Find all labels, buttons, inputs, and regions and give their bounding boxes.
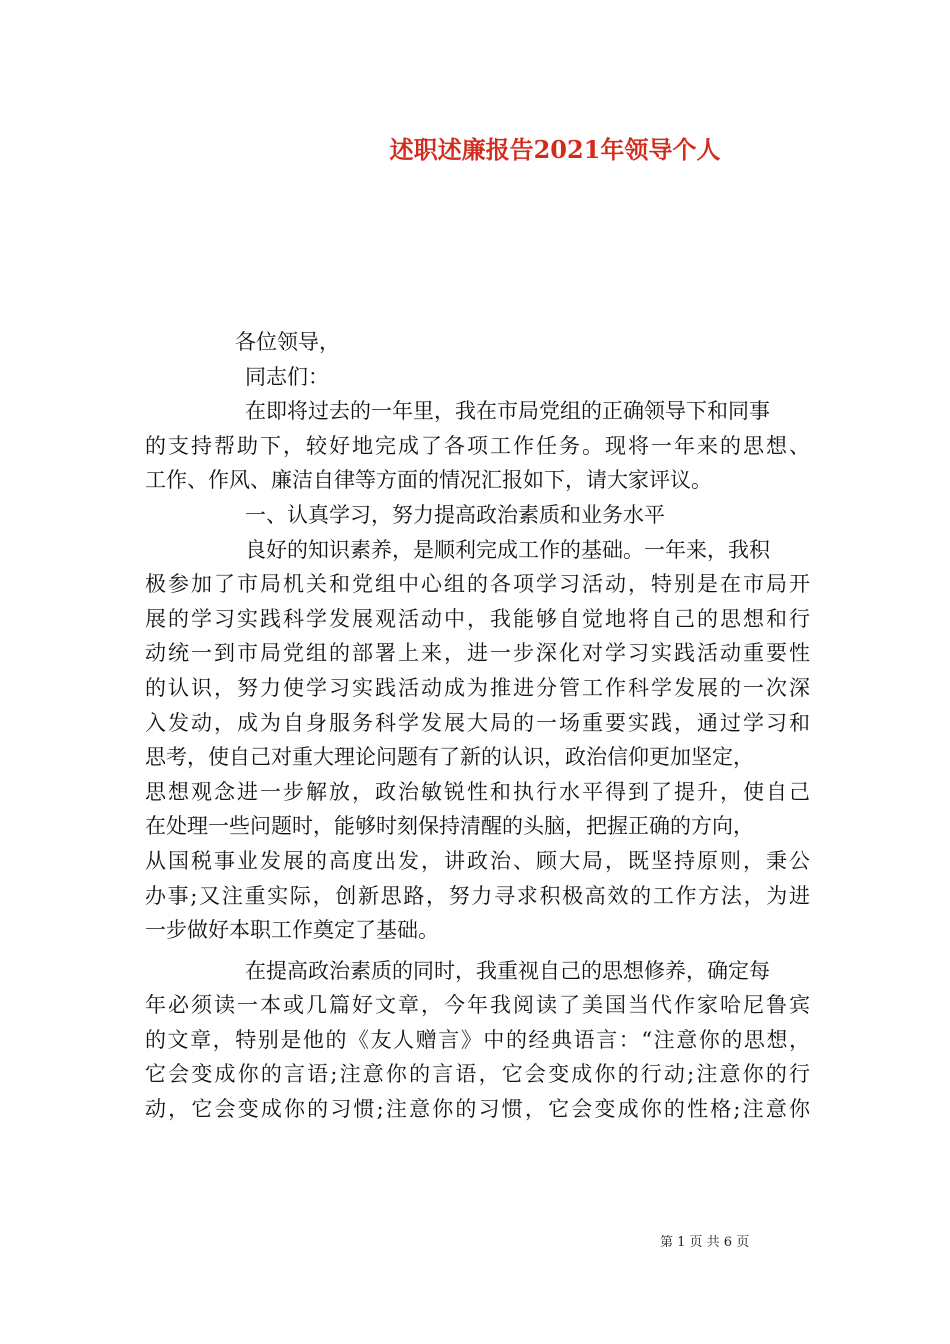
paragraph-line: 年必须读一本或几篇好文章，今年我阅读了美国当代作家哈尼鲁宾 bbox=[145, 993, 810, 1018]
intro-paragraph bbox=[145, 394, 810, 498]
paragraph-line: 工作、作风、廉洁自律等方面的情况汇报如下，请大家评议。 bbox=[145, 468, 712, 493]
paragraph-line: 从国税事业发展的高度出发，讲政治、顾大局，既坚持原则，秉公 bbox=[145, 848, 810, 873]
page-number: 第 1 页 共 6 页 bbox=[660, 1235, 750, 1250]
paragraph-line: 在提高政治素质的同时，我重视自己的思想修养，确定每 bbox=[245, 958, 770, 983]
greeting-comrades: 同志们： bbox=[245, 364, 329, 389]
paragraph-line: 的文章，特别是他的《友人赠言》中的经典语言：“注意你的思想， bbox=[145, 1027, 810, 1052]
document-title: 述职述廉报告2021年领导个人 bbox=[389, 135, 721, 164]
paragraph-line: 动统一到市局党组的部署上来，进一步深化对学习实践活动重要性 bbox=[145, 641, 810, 666]
section1-paragraph-1 bbox=[145, 533, 810, 948]
paragraph-line: 思想观念进一步解放，政治敏锐性和执行水平得到了提升，使自己 bbox=[145, 779, 810, 804]
paragraph-line: 的认识，努力使学习实践活动成为推进分管工作科学发展的一次深 bbox=[145, 675, 810, 700]
paragraph-line: 一步做好本职工作奠定了基础。 bbox=[145, 918, 439, 943]
paragraph-line: 在处理一些问题时，能够时刻保持清醒的头脑，把握正确的方向， bbox=[145, 814, 754, 839]
paragraph-line: 展的学习实践科学发展观活动中，我能够自觉地将自己的思想和行 bbox=[145, 606, 810, 631]
paragraph-line: 极参加了市局机关和党组中心组的各项学习活动，特别是在市局开 bbox=[145, 572, 810, 597]
greeting-leaders: 各位领导， bbox=[235, 330, 340, 354]
paragraph-line: 办事;又注重实际，创新思路，努力寻求积极高效的工作方法，为进 bbox=[145, 883, 810, 908]
paragraph-line: 的支持帮助下，较好地完成了各项工作任务。现将一年来的思想、 bbox=[145, 433, 810, 458]
paragraph-line: 思考，使自己对重大理论问题有了新的认识，政治信仰更加坚定， bbox=[145, 745, 754, 770]
paragraph-line: 良好的知识素养，是顺利完成工作的基础。一年来，我积 bbox=[245, 537, 770, 562]
paragraph-line: 动，它会变成你的习惯;注意你的习惯，它会变成你的性格;注意你 bbox=[145, 1097, 810, 1122]
paragraph-line: 它会变成你的言语;注意你的言语，它会变成你的行动;注意你的行 bbox=[145, 1062, 810, 1087]
paragraph-line: 入发动，成为自身服务科学发展大局的一场重要实践，通过学习和 bbox=[145, 710, 810, 735]
paragraph-line: 在即将过去的一年里，我在市局党组的正确领导下和同事 bbox=[245, 399, 770, 424]
section1-paragraph-2 bbox=[145, 954, 810, 1127]
document-body bbox=[145, 325, 810, 1127]
section-heading: 一、认真学习，努力提高政治素质和业务水平 bbox=[245, 502, 665, 527]
